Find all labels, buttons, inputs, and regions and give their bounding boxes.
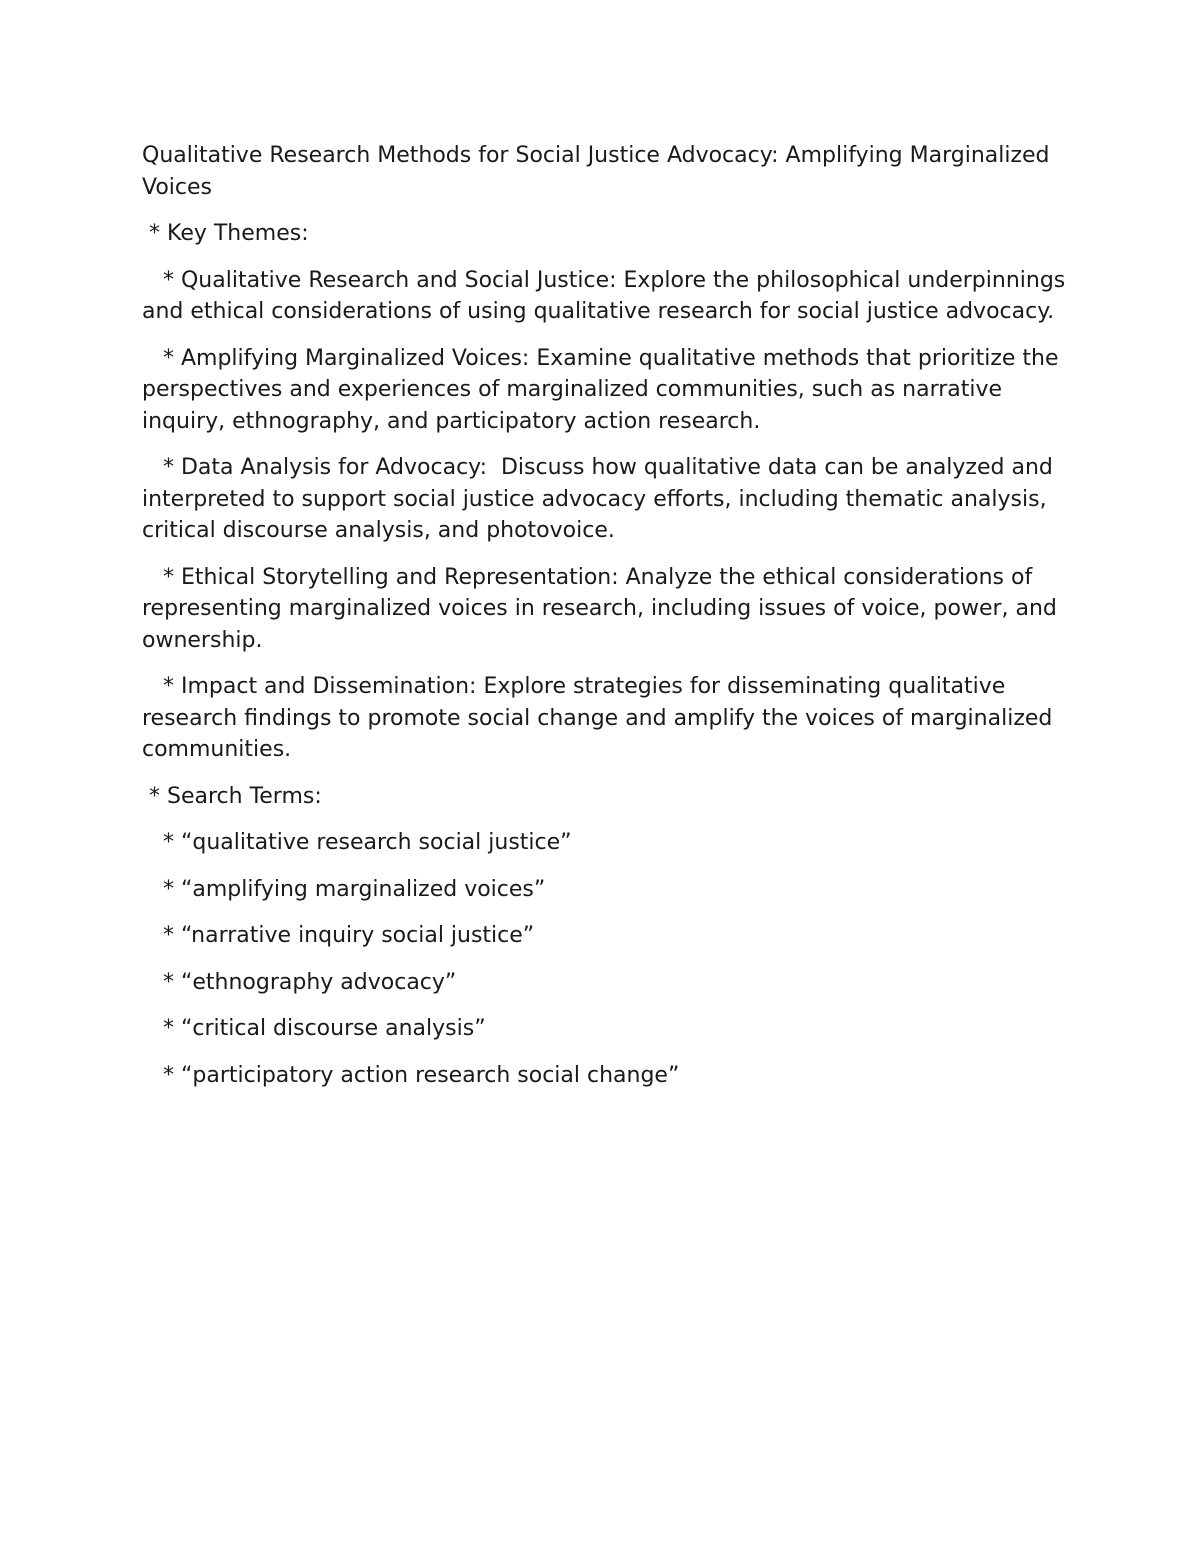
search-terms-heading: * Search Terms: bbox=[142, 783, 322, 809]
search-term-item: * “participatory action research social change” bbox=[142, 1062, 680, 1088]
search-term-item: * “narrative inquiry social justice” bbox=[142, 923, 535, 948]
theme-item: * Data Analysis for Advocacy: Discuss how qualitative data can be analyzed and interpreted to support social justice advocacy efforts, including thematic analysis, critical discourse analysis, and photovoice. bbox=[142, 455, 1060, 543]
theme-item: * Qualitative Research and Social Justice: Explore the philosophical underpinnings and ethical considerations of using qualitative research for social justice advocacy. bbox=[142, 267, 1073, 324]
search-term-item: * “critical discourse analysis” bbox=[142, 1016, 486, 1041]
search-term-item: * “ethnography advocacy” bbox=[142, 969, 457, 995]
document-title: Qualitative Research Methods for Social Justice Advocacy: Amplifying Marginalized Voices bbox=[142, 143, 1057, 200]
search-term-item: * “amplifying marginalized voices” bbox=[142, 876, 546, 902]
search-term-item: * “qualitative research social justice” bbox=[142, 830, 572, 855]
key-themes-heading: * Key Themes: bbox=[142, 221, 309, 246]
theme-item: * Impact and Dissemination: Explore strategies for disseminating qualitative research findings to promote social change and amplify the voices of marginalized communities. bbox=[142, 674, 1060, 762]
theme-item: * Amplifying Marginalized Voices: Examine qualitative methods that prioritize the perspectives and experiences of marginalized communities, such as narrative inquiry, ethnography, and participatory action research. bbox=[142, 345, 1066, 434]
document-page bbox=[142, 140, 1072, 1106]
theme-item: * Ethical Storytelling and Representation: Analyze the ethical considerations of representing marginalized voices in research, including issues of voice, power, and ownership. bbox=[142, 564, 1064, 653]
